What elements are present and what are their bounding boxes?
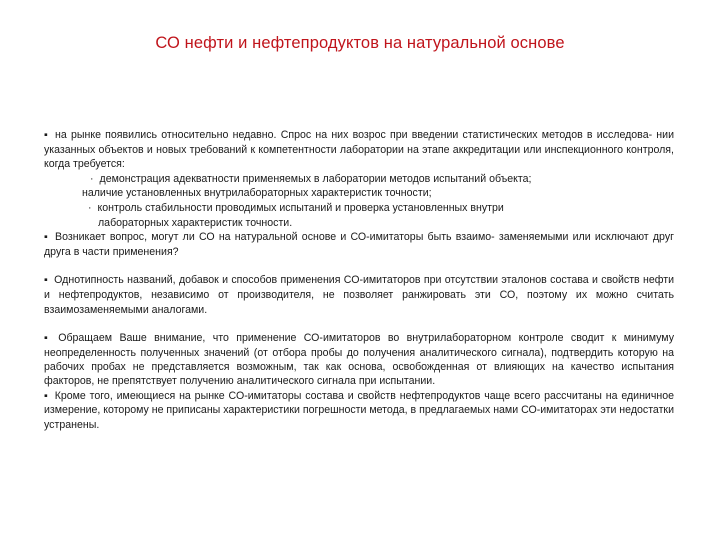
paragraph-4-text: Обращаем Ваше внимание, что применение СО-имитаторов во внутрилабораторном контроле сводит к минимуму неопределенность полученных значений (от отбора пробы до получения аналитического сигнала), подтвердить которую на рабочих пробах не представляется возможным, так как основа, освобожденная от влияющих на качество испытания факторов, не препятствует получению аналитического сигнала при испытании. bbox=[44, 332, 674, 388]
paragraph-2-text: Возникает вопрос, могут ли СО на натуральной основе и СО-имитаторы быть взаимо- заменяемыми или исключают друг друга в части применения? bbox=[44, 231, 674, 258]
sub-item-2: наличие установленных внутрилабораторных характеристик точности; bbox=[82, 187, 432, 200]
sub-item-3-text: контроль стабильности проводимых испытаний и проверка установленных внутри bbox=[97, 201, 504, 214]
paragraph-3 bbox=[44, 273, 674, 317]
paragraph-5-text: Кроме того, имеющиеся на рынке СО-имитаторы состава и свойств нефтепродуктов чаще всего рассчитаны на единичное измерение, которому не приписаны характеристики погрешности метода, в предлагаемых нами СО-имитаторах эти недостатки устранены. bbox=[44, 389, 675, 431]
bullet-icon: ▪ bbox=[44, 231, 50, 244]
slide-title: СО нефти и нефтепродуктов на натуральной основе bbox=[155, 34, 565, 52]
bullet-icon: ▪ bbox=[44, 332, 53, 345]
sub-item-3 bbox=[44, 201, 674, 216]
bullet-icon: ▪ bbox=[44, 129, 50, 141]
sub-item-1 bbox=[44, 172, 674, 187]
paragraph-1-text: на рынке появились относительно недавно. Спрос на них возрос при введении статистических методов в исследова- нии указанных объектов и новых требований к компетентности лаборатории на этапе аккредитации или инспекционного контроля, когда требуется: bbox=[44, 129, 674, 171]
spacer bbox=[44, 259, 674, 273]
paragraph-1 bbox=[44, 128, 674, 172]
paragraph-2 bbox=[44, 230, 674, 259]
dot-icon: · bbox=[88, 201, 92, 214]
sub-item-3-continuation: лабораторных характеристик точности. bbox=[98, 216, 293, 229]
paragraph-3-text: Однотипность названий, добавок и способов применения СО-имитаторов при отсутствии эталонов состава и свойств нефти и нефтепродуктов, независимо от производителя, не позволяет ранжировать эти СО, поэтому их можно считать взаимозаменяемыми аналогами. bbox=[44, 274, 674, 316]
bullet-icon: ▪ bbox=[44, 389, 49, 402]
paragraph-5 bbox=[44, 389, 674, 432]
bullet-icon: ▪ bbox=[44, 274, 49, 287]
dot-icon: · bbox=[90, 172, 94, 185]
paragraph-4 bbox=[44, 331, 674, 389]
slide-body bbox=[44, 128, 674, 432]
spacer bbox=[44, 317, 674, 331]
sub-item-1-text: демонстрация адекватности применяемых в лаборатории методов испытаний объекта; bbox=[99, 172, 532, 185]
